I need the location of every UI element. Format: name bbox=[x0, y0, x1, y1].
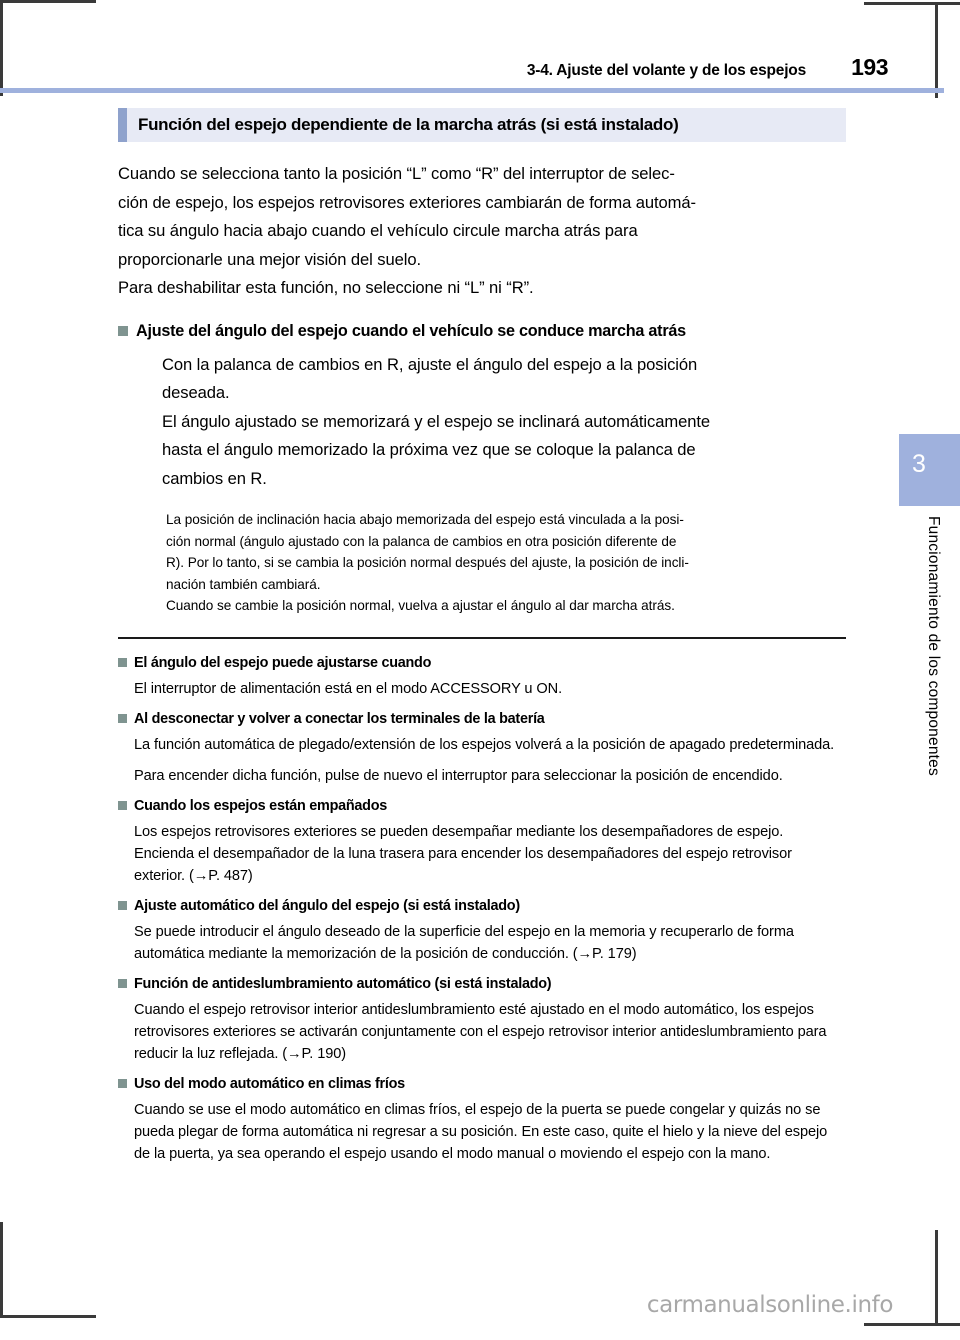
reference-heading-text: Cuando los espejos están empañados bbox=[134, 798, 387, 814]
bullet-body bbox=[162, 351, 846, 494]
square-bullet-icon bbox=[118, 1079, 127, 1088]
intro-paragraph bbox=[118, 160, 846, 303]
reference-body bbox=[134, 999, 846, 1065]
bullet-body-line: deseada. bbox=[162, 383, 230, 402]
reference-paragraph: El interruptor de alimentación está en el modo ACCESSORY u ON. bbox=[134, 681, 563, 697]
reference-heading-text: Al desconectar y volver a conectar los terminales de la batería bbox=[134, 711, 545, 727]
note-line: R). Por lo tanto, si se cambia la posición normal después del ajuste, la posición de incli- bbox=[166, 555, 689, 570]
page-content bbox=[118, 108, 846, 1165]
reference-heading-text: El ángulo del espejo puede ajustarse cuando bbox=[134, 655, 432, 671]
crop-mark-top-left bbox=[0, 0, 100, 100]
reference-heading-text: Ajuste automático del ángulo del espejo (si está instalado) bbox=[134, 898, 520, 914]
crop-mark-top-right bbox=[860, 0, 960, 100]
bullet-heading bbox=[118, 319, 846, 343]
square-bullet-icon bbox=[118, 658, 127, 667]
chapter-vertical-label: Funcionamiento de los componentes bbox=[925, 516, 942, 776]
reference-paragraph: Se puede introducir el ángulo deseado de la superficie del espejo en la memoria y recuperarlo de forma automática mediante la memorización de la posición de conducción. (→P. 179) bbox=[134, 924, 794, 962]
reference-body bbox=[134, 1099, 846, 1165]
chapter-tab bbox=[899, 434, 960, 506]
bullet-body-line: cambios en R. bbox=[162, 468, 267, 488]
section-title-bar bbox=[118, 108, 846, 142]
intro-line: Para deshabilitar esta función, no seleccione ni “L” ni “R”. bbox=[118, 278, 534, 297]
note-line: Cuando se cambie la posición normal, vuelva a ajustar el ángulo al dar marcha atrás. bbox=[166, 598, 675, 613]
section-title: Función del espejo dependiente de la marcha atrás (si está instalado) bbox=[138, 115, 679, 134]
reference-heading bbox=[118, 974, 846, 994]
square-bullet-icon bbox=[118, 979, 127, 988]
reference-body bbox=[134, 734, 846, 787]
reference-paragraph: La función automática de plegado/extensión de los espejos volverá a la posición de apagado predeterminada. bbox=[134, 737, 835, 753]
reference-heading bbox=[118, 653, 846, 673]
intro-line: proporcionarle una mejor visión del suelo. bbox=[118, 249, 421, 269]
intro-line: tica su ángulo hacia abajo cuando el vehículo circule marcha atrás para bbox=[118, 221, 638, 240]
header-section-title: 3-4. Ajuste del volante y de los espejos bbox=[526, 62, 806, 79]
reference-body bbox=[134, 821, 846, 887]
reference-paragraph: Los espejos retrovisores exteriores se pueden desempañar mediante los desempañadores de espejo. Encienda el desempañador de la luna trasera para encender los desempañadores del espejo retrovisor exterior. (→P. 487) bbox=[134, 824, 792, 884]
reference-heading-text: Función de antideslumbramiento automático (si está instalado) bbox=[134, 976, 552, 992]
note-line: La posición de inclinación hacia abajo memorizada del espejo está vinculada a la posi- bbox=[166, 512, 684, 527]
site-watermark: carmanualsonline.info bbox=[646, 1292, 893, 1318]
reference-heading bbox=[118, 896, 846, 916]
reference-heading bbox=[118, 709, 846, 729]
crop-mark-bottom-left bbox=[0, 1230, 110, 1340]
note-line: ción normal (ángulo ajustado con la palanca de cambios en otra posición diferente de bbox=[166, 533, 677, 549]
reference-heading bbox=[118, 1074, 846, 1094]
square-bullet-icon bbox=[118, 714, 127, 723]
reference-heading-text: Uso del modo automático en climas fríos bbox=[134, 1076, 405, 1092]
bullet-heading-text: Ajuste del ángulo del espejo cuando el vehículo se conduce marcha atrás bbox=[136, 321, 686, 340]
header-rule bbox=[0, 88, 944, 93]
reference-paragraph: Cuando el espejo retrovisor interior antideslumbramiento esté ajustado en el modo automático, los espejos retrovisores exteriores se activarán conjuntamente con el espejo retrovisor interior antideslumbramiento para reducir la luz reflejada. (→P. 190) bbox=[134, 1002, 827, 1062]
section-bar-accent bbox=[118, 108, 127, 142]
intro-line: ción de espejo, los espejos retrovisores exteriores cambiarán de forma automá- bbox=[118, 192, 696, 212]
intro-line: Cuando se selecciona tanto la posición “L” como “R” del interruptor de selec- bbox=[118, 164, 675, 183]
page-number: 193 bbox=[851, 54, 888, 80]
reference-list bbox=[118, 653, 846, 1165]
note-line: nación también cambiará. bbox=[166, 576, 321, 592]
page-running-header bbox=[0, 54, 888, 81]
note-block bbox=[166, 509, 846, 617]
square-bullet-icon bbox=[118, 801, 127, 810]
bullet-body-line: El ángulo ajustado se memorizará y el espejo se inclinará automáticamente bbox=[162, 411, 710, 431]
bullet-body-line: Con la palanca de cambios en R, ajuste el ángulo del espejo a la posición bbox=[162, 354, 698, 374]
crop-mark-bottom-right bbox=[850, 1230, 960, 1340]
reference-body bbox=[134, 678, 846, 700]
square-bullet-icon bbox=[118, 326, 128, 336]
bullet-body-line: hasta el ángulo memorizado la próxima vez que se coloque la palanca de bbox=[162, 440, 696, 459]
chapter-number: 3 bbox=[912, 450, 926, 478]
reference-heading bbox=[118, 796, 846, 816]
reference-body bbox=[134, 921, 846, 965]
reference-paragraph: Para encender dicha función, pulse de nuevo el interruptor para seleccionar la posición de encendido. bbox=[134, 768, 783, 784]
section-divider bbox=[118, 637, 846, 640]
square-bullet-icon bbox=[118, 901, 127, 910]
reference-paragraph: Cuando se use el modo automático en climas fríos, el espejo de la puerta se puede congelar y quizás no se pueda plegar de forma automática ni regresar a su posición. En este caso, quite el hielo y la nieve del espejo de la puerta, ya sea operando el espejo usando el modo manual o moviendo el espejo con la mano. bbox=[134, 1102, 828, 1162]
